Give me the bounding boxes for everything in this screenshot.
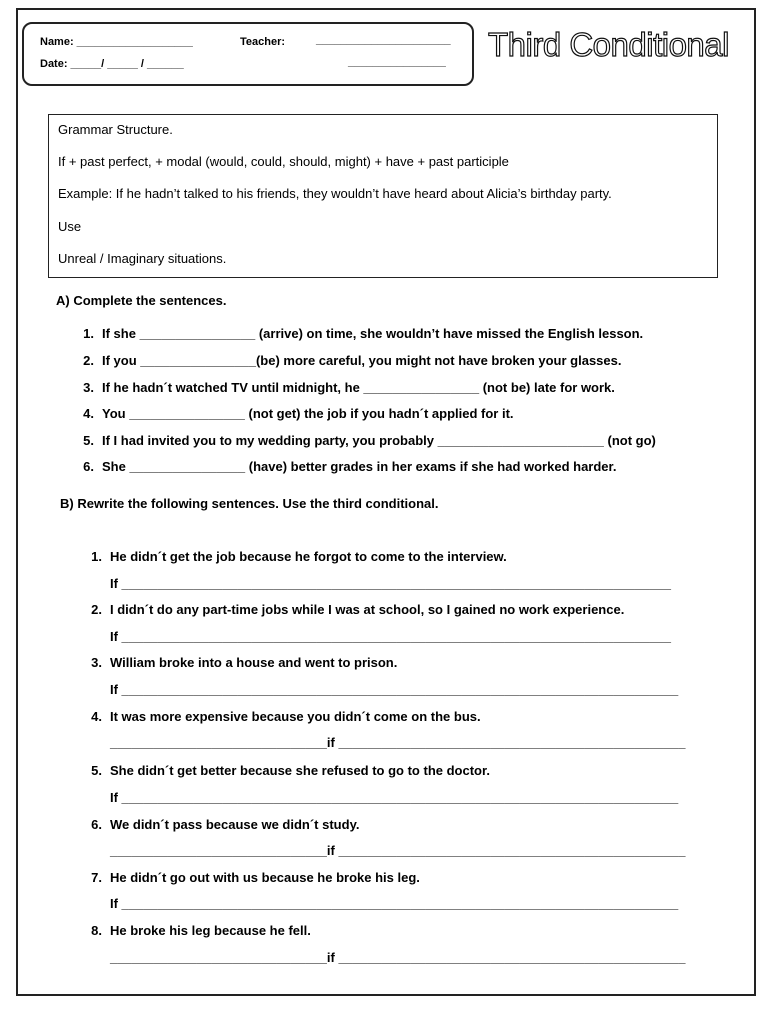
grammar-example: Example: If he hadn’t talked to his friends, they wouldn’t have heard about Alicia’s birthday party. — [58, 186, 612, 201]
answer-line[interactable]: If ____________________________________________________________________________ — [110, 629, 672, 644]
answer-line[interactable]: If _____________________________________________________________________________ — [110, 790, 679, 805]
grammar-heading: Grammar Structure. — [58, 122, 173, 137]
student-info-box — [22, 22, 474, 86]
list-item[interactable]: 6. She ________________ (have) better grades in her exams if she had worked harder. — [83, 459, 617, 474]
list-item[interactable]: 3. If he hadn´t watched TV until midnight, he ________________ (not be) late for work. — [83, 380, 615, 395]
list-item: 7. He didn´t go out with us because he broke his leg. — [91, 870, 420, 885]
answer-line[interactable]: ______________________________if ________________________________________________ — [110, 950, 686, 965]
list-item: 1. He didn´t get the job because he forgot to come to the interview. — [91, 549, 507, 564]
teacher-field[interactable]: ______________________ — [316, 34, 451, 46]
use-text: Unreal / Imaginary situations. — [58, 251, 227, 266]
answer-line[interactable]: ______________________________if ________________________________________________ — [110, 843, 686, 858]
list-item: 2. I didn´t do any part-time jobs while I was at school, so I gained no work experience. — [91, 602, 625, 617]
answer-line[interactable]: If _____________________________________________________________________________ — [110, 682, 679, 697]
section-b-title: B) Rewrite the following sentences. Use the third conditional. — [60, 496, 439, 511]
answer-line[interactable]: ______________________________if ________________________________________________ — [110, 735, 686, 750]
list-item[interactable]: 4. You ________________ (not get) the job if you hadn´t applied for it. — [83, 406, 514, 421]
teacher-label: Teacher: — [240, 36, 286, 48]
date-field[interactable]: Date: _____/ _____ / ______ — [40, 58, 184, 70]
list-item[interactable]: 5. If I had invited you to my wedding party, you probably _______________________ (not go) — [83, 433, 656, 448]
list-item: 8. He broke his leg because he fell. — [91, 923, 311, 938]
grammar-structure: If + past perfect, + modal (would, could, should, might) + have + past participle — [58, 154, 509, 169]
name-field[interactable]: Name: ___________________ — [40, 36, 193, 48]
answer-line[interactable]: If ____________________________________________________________________________ — [110, 576, 672, 591]
answer-line[interactable]: If _____________________________________________________________________________ — [110, 896, 679, 911]
extra-line-field[interactable]: ________________ — [348, 56, 446, 68]
use-heading: Use — [58, 219, 82, 234]
section-a-title: A) Complete the sentences. — [56, 293, 227, 308]
list-item[interactable]: 1. If she ________________ (arrive) on time, she wouldn’t have missed the English lesson. — [83, 326, 644, 341]
grammar-box — [48, 114, 718, 278]
list-item[interactable]: 2. If you ________________(be) more careful, you might not have broken your glasses. — [83, 353, 622, 368]
list-item: 6. We didn´t pass because we didn´t study. — [91, 817, 360, 832]
worksheet-title: Third Conditional — [488, 26, 729, 63]
list-item: 5. She didn´t get better because she refused to go to the doctor. — [91, 763, 490, 778]
list-item: 4. It was more expensive because you didn´t come on the bus. — [91, 709, 481, 724]
list-item: 3. William broke into a house and went to prison. — [91, 655, 398, 670]
